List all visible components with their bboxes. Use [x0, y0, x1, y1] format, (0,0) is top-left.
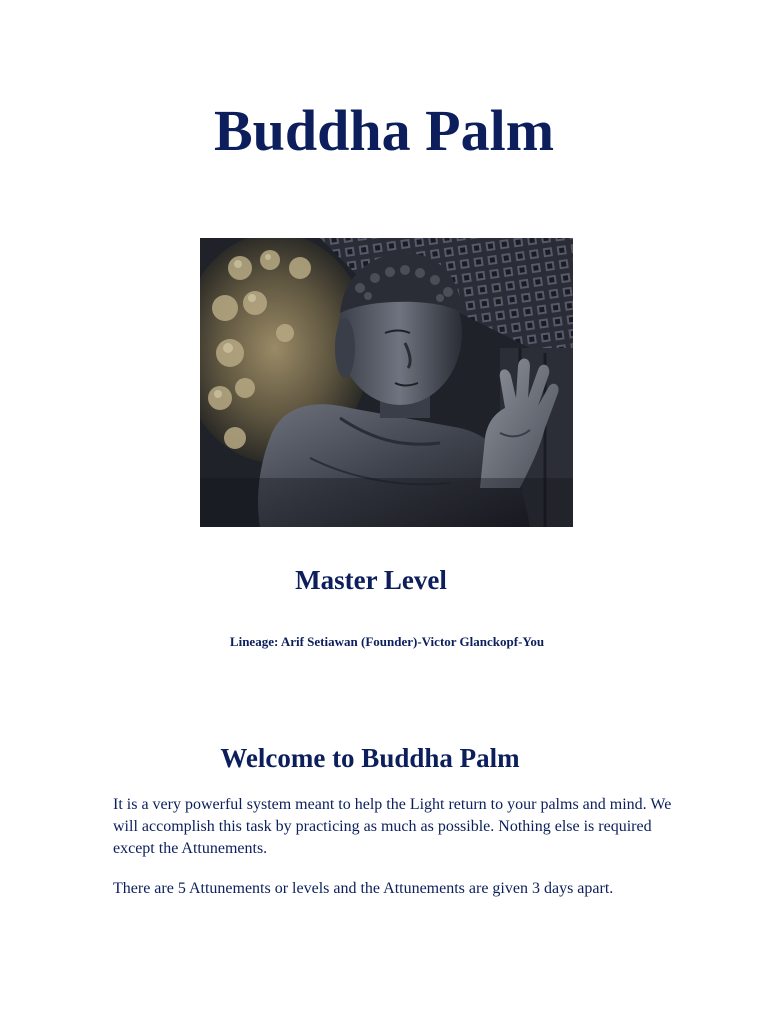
intro-paragraph: It is a very powerful system meant to help the Light return to your palms and mind. We will accomplish this task by practicing as much as possible. Nothing else is required except the Attunements.: [113, 796, 672, 857]
document-title: Buddha Palm: [213, 98, 555, 163]
buddha-statue-photo: [200, 238, 573, 527]
master-level-heading: Master Level: [295, 565, 447, 595]
lineage-line: Lineage: Arif Setiawan (Founder)-Victor Glanckopf-You: [229, 634, 545, 649]
attunements-paragraph: There are 5 Attunements or levels and the Attunements are given 3 days apart.: [113, 880, 614, 897]
welcome-heading: Welcome to Buddha Palm: [220, 743, 520, 773]
